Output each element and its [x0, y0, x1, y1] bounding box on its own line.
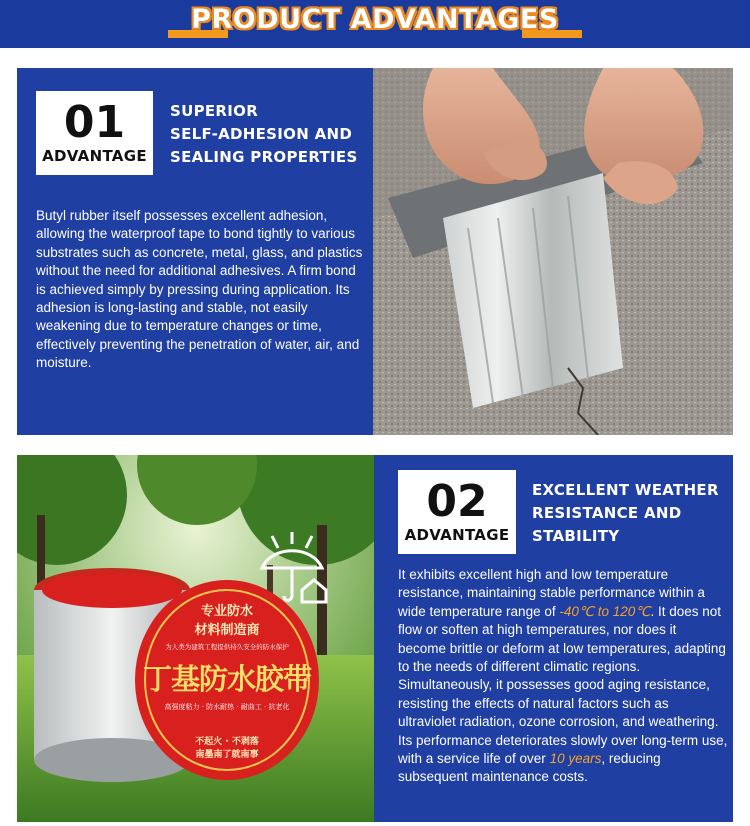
advantage-label: ADVANTAGE [42, 147, 147, 165]
product-label: 专业防水 材料制造商 为人类为建筑工程提供持久安全的防水保护 丁基防水胶带 高强度粘力 · 防水耐热 · 耐曲工 · 抗老化 不起火 · 不剥落 南墨南了就南事 [135, 600, 319, 760]
advantage-01-headline: SUPERIOR SELF-ADHESION AND SEALING PROPERTIES [170, 102, 358, 166]
advantage-02-description: It exhibits excellent high and low temperature resistance, maintaining stable performance within a wide temperature range of -40℃ to 120℃. It does not flow or soften at high temperatures, nor does it become brittle or deform at low temperatures, adapting to the needs of different climatic regions. Simultaneously, it possesses good aging resistance, resisting the effects of natural factors such as ultraviolet radiation, ozone corrosion, and weathering. Its performance deteriorates slowly over long-term use, with a service life of over 10 years, reducing subsequent maintenance costs. [398, 567, 728, 785]
product-name: 丁基防水胶带 [142, 662, 311, 696]
advantage-01-number-box [36, 91, 153, 175]
advantage-02-card [374, 455, 733, 822]
advantage-01-card [17, 68, 373, 435]
advantage-02-headline: EXCELLENT WEATHER RESISTANCE AND STABILITY [532, 481, 719, 545]
temperature-range-highlight: -40℃ to 120℃ [559, 603, 651, 619]
advantage-label: ADVANTAGE [404, 526, 510, 544]
advantage-number: 02 [426, 476, 488, 527]
advantage-01-description: Butyl rubber itself possesses excellent adhesion, allowing the waterproof tape to bond tightly to various substrates such as concrete, metal, glass, and plastics without the need for additional adhesives. A firm bond is achieved simply by pressing during application. Its adhesion is long-lasting and stable, not easily weakening due to temperature changes or time, effectively preventing the penetration of water, air, and moisture. [36, 208, 363, 371]
product-roll-photo [17, 455, 374, 822]
service-life-highlight: 10 years [549, 751, 602, 767]
advantage-number: 01 [63, 97, 126, 148]
advantage-02-number-box [398, 470, 516, 554]
tape-application-photo [373, 68, 733, 435]
page-title: PRODUCT ADVANTAGES [191, 4, 559, 35]
